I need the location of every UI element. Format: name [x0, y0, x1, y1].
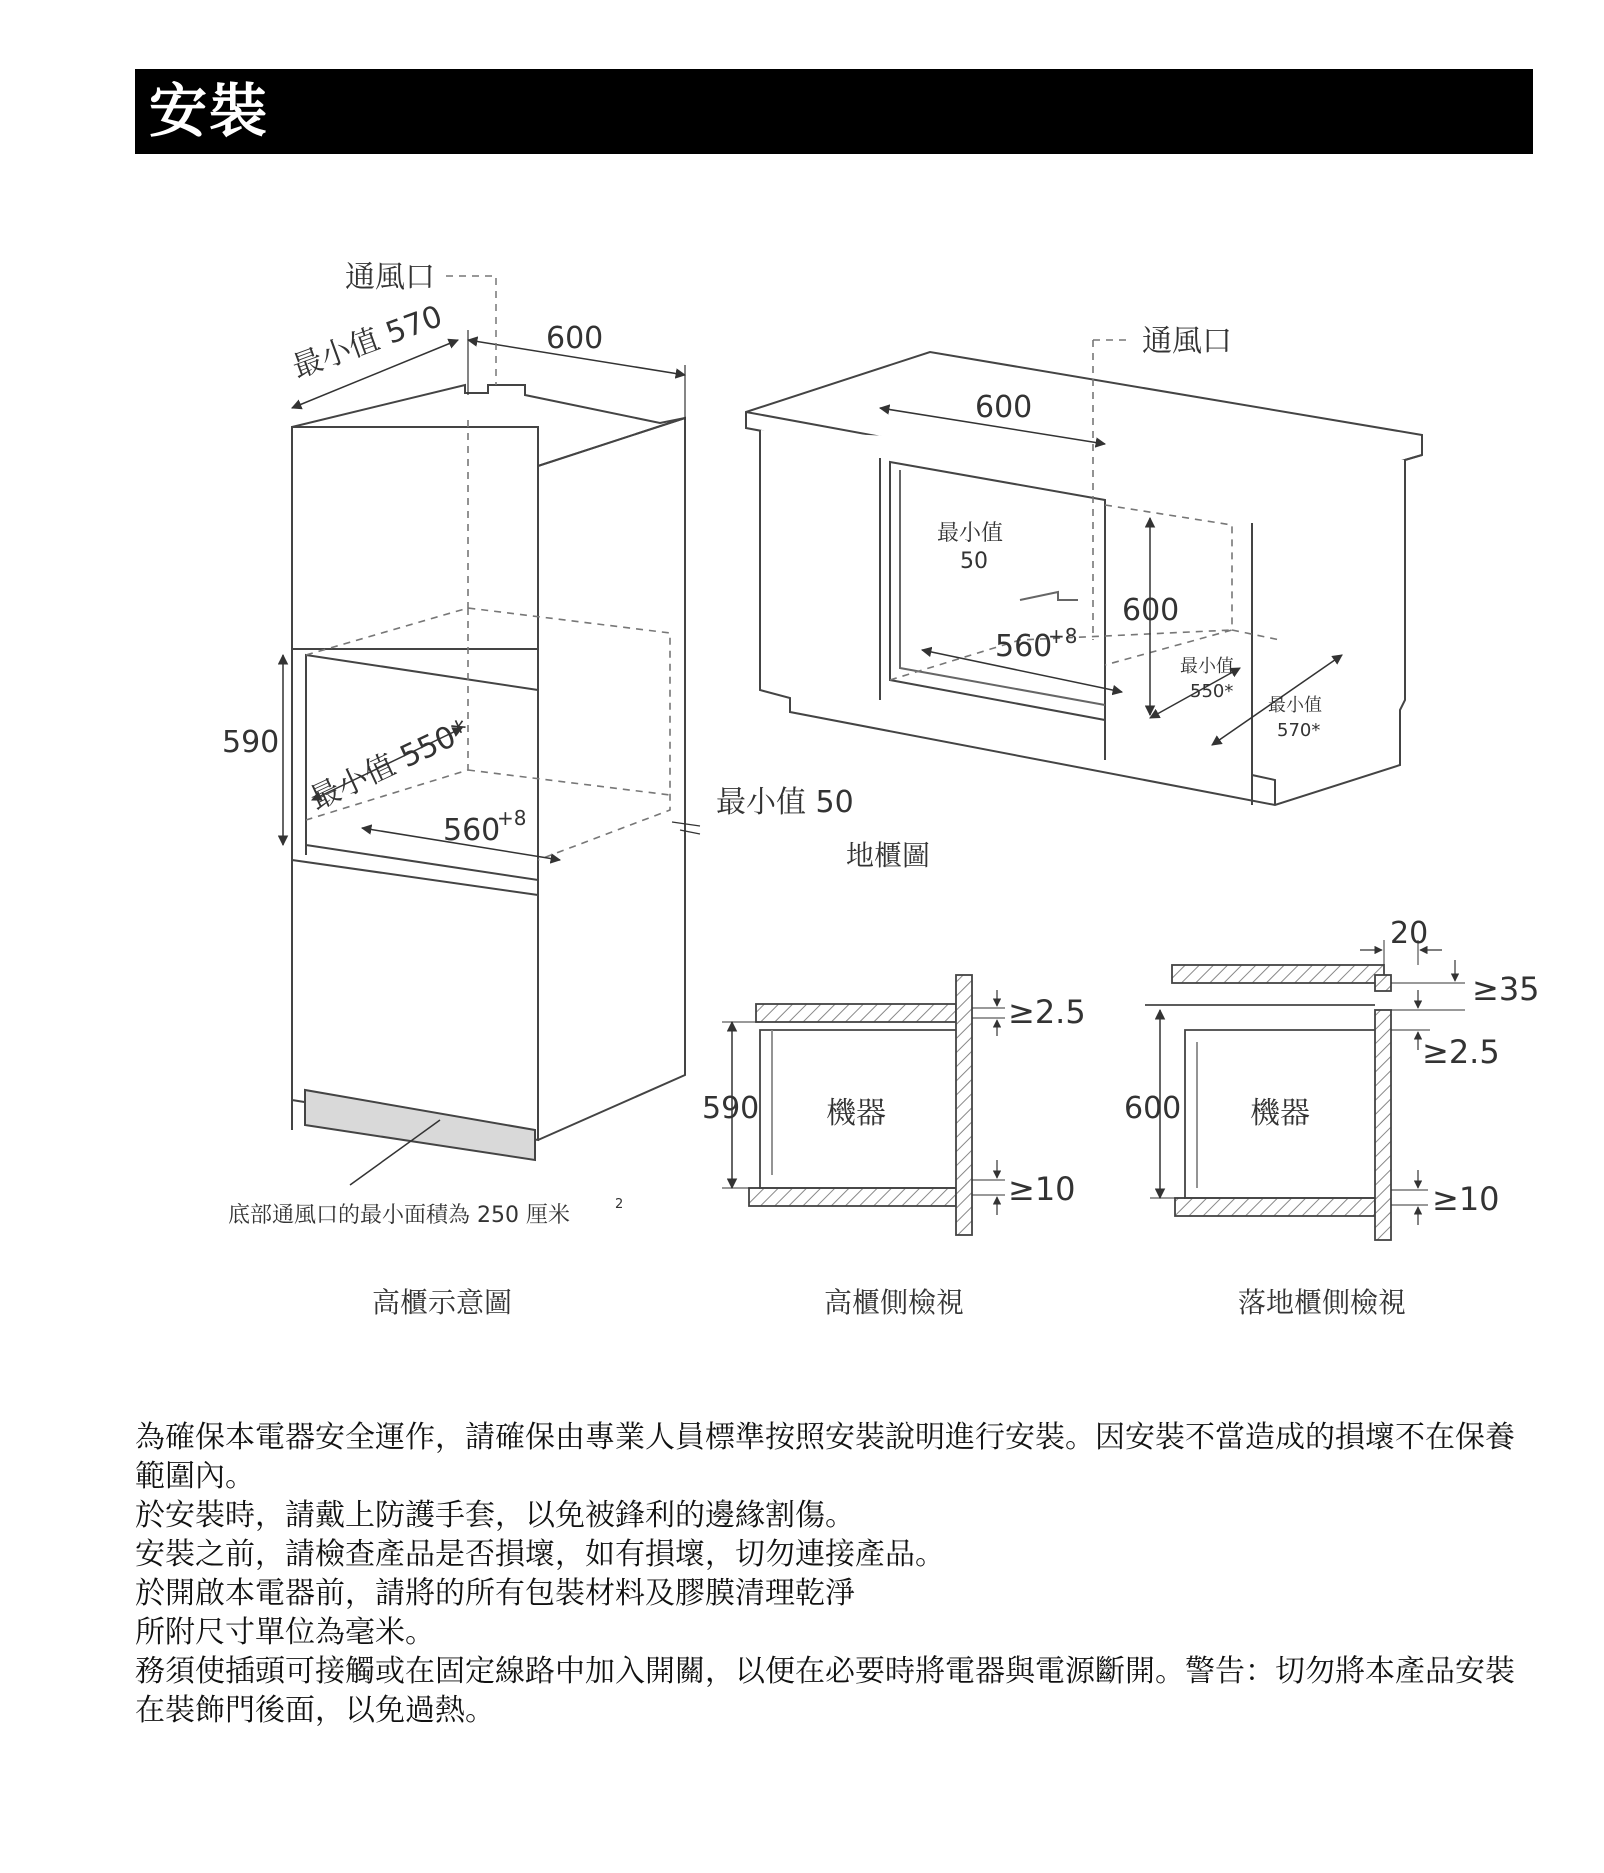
- floor-vent-label: 通風口: [1142, 324, 1232, 359]
- tall-width: 600: [546, 321, 604, 356]
- floor-side-gap-top-2: ≥2.5: [1422, 1033, 1500, 1071]
- note-paragraph: 所附尺寸單位為毫米。: [135, 1615, 435, 1650]
- section-title: 安裝: [149, 77, 270, 145]
- tall-side-view-caption: 高櫃側檢視: [824, 1286, 965, 1319]
- floor-opening-width: 560: [995, 629, 1053, 664]
- tall-opening-tolerance: +8: [497, 806, 527, 830]
- tall-side-appliance: 機器: [826, 1096, 886, 1131]
- tall-side-gap-bottom: ≥10: [1008, 1170, 1076, 1208]
- floor-cabinet-diagram: [746, 340, 1422, 805]
- note-paragraph: 務須使插頭可接觸或在固定線路中加入開關，以便在必要時將電器與電源斷開。警告：切勿將本產品安裝在裝飾門後面，以免過熱。: [135, 1654, 1515, 1728]
- floor-min-depth-2-value: 570*: [1277, 720, 1321, 741]
- tall-cabinet-diagram: [283, 276, 700, 1185]
- floor-side-view-diagram: [1145, 940, 1465, 1240]
- floor-opening-tolerance: +8: [1048, 624, 1078, 648]
- bottom-vent-note: 底部通風口的最小面積為 250 厘米: [228, 1203, 570, 1228]
- tall-min-depth-2: 最小值 550*: [304, 712, 476, 818]
- tall-vent-label: 通風口: [345, 260, 435, 295]
- note-paragraph: 於開啟本電器前，請將的所有包裝材料及膠膜清理乾淨: [135, 1576, 855, 1611]
- floor-side-height: 600: [1124, 1091, 1182, 1126]
- floor-side-gap-bottom: ≥10: [1432, 1180, 1500, 1218]
- floor-min-depth-1-label: 最小值: [1180, 656, 1234, 677]
- bottom-vent-unit-sup: 2: [615, 1197, 624, 1212]
- floor-min-label: 最小值: [937, 521, 1004, 546]
- floor-cabinet-caption: 地櫃圖: [846, 839, 931, 872]
- tall-opening-width: 560: [443, 813, 501, 848]
- floor-side-gap-top-1: ≥35: [1472, 970, 1540, 1008]
- note-paragraph: 安裝之前，請檢查產品是否損壞，如有損壞，切勿連接產品。: [135, 1537, 945, 1572]
- floor-width: 600: [975, 390, 1033, 425]
- tall-height: 590: [222, 725, 280, 760]
- note-paragraph: 於安裝時，請戴上防護手套，以免被鋒利的邊緣割傷。: [135, 1498, 855, 1533]
- floor-height: 600: [1122, 593, 1180, 628]
- floor-side-offset: 20: [1390, 916, 1429, 951]
- tall-min-depth: 最小值 570: [287, 299, 448, 386]
- tall-side-gap-top: ≥2.5: [1008, 993, 1086, 1031]
- floor-min-depth-1-value: 550*: [1190, 681, 1234, 702]
- tall-side-height: 590: [702, 1091, 760, 1126]
- tall-min-gap: 最小值 50: [716, 785, 854, 820]
- floor-side-view-caption: 落地櫃側檢視: [1238, 1286, 1407, 1319]
- floor-min-depth-2-label: 最小值: [1268, 695, 1322, 716]
- floor-side-appliance: 機器: [1250, 1096, 1310, 1131]
- installation-notes: [135, 1418, 1535, 1730]
- floor-min-value: 50: [960, 549, 988, 574]
- note-paragraph: 為確保本電器安全運作，請確保由專業人員標準按照安裝說明進行安裝。因安裝不當造成的損壞不在保養範圍內。: [135, 1420, 1515, 1494]
- tall-cabinet-caption: 高櫃示意圖: [372, 1286, 513, 1319]
